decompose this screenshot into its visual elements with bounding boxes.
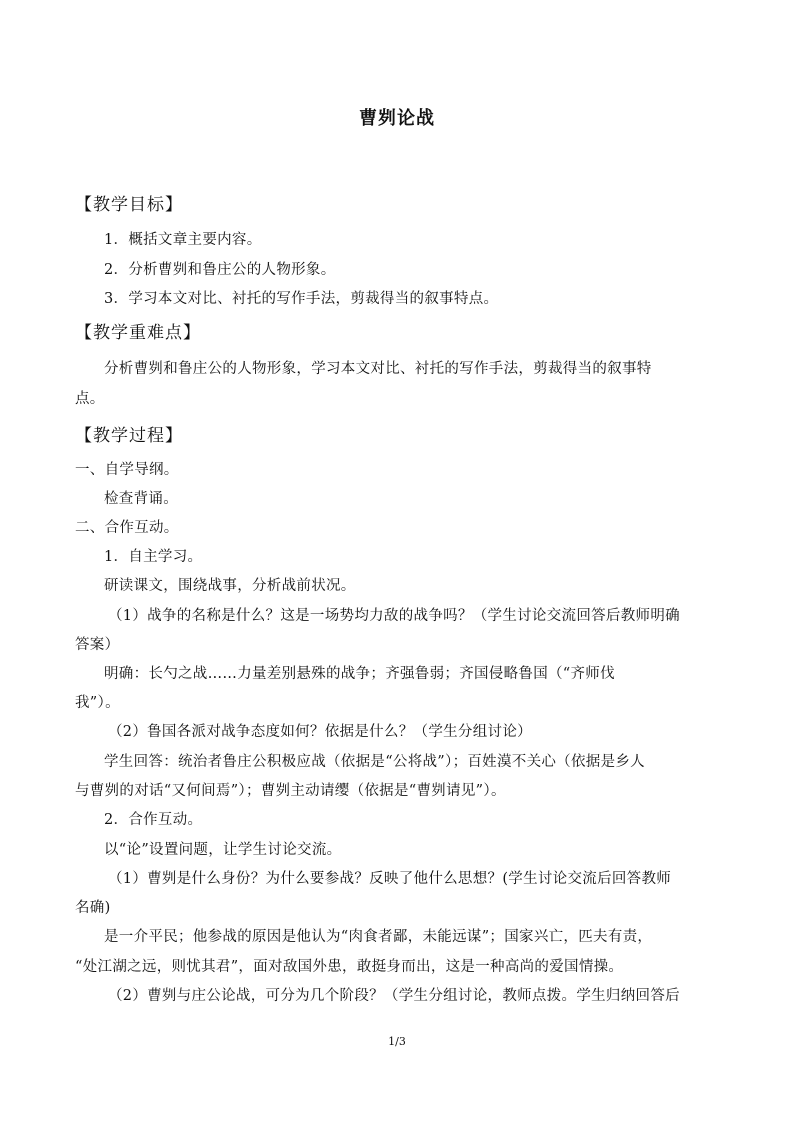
answer-line: 明确：长勺之战……力量差别悬殊的战争；齐强鲁弱；齐国侵略鲁国（“齐师伐 bbox=[104, 666, 615, 682]
paragraph-line: 名确) bbox=[75, 900, 111, 916]
subsection-heading: 2．合作互动。 bbox=[104, 812, 203, 828]
paragraph-line: 与曹刿的对话“又何间焉”）；曹刿主动请缨（依据是“曹刿请见”）。 bbox=[75, 783, 506, 799]
page-number: 1/3 bbox=[388, 1035, 406, 1048]
paragraph-line: 点。 bbox=[75, 391, 105, 407]
process-step-2: 二、合作互动。 bbox=[75, 520, 179, 536]
paragraph-line: 检查背诵。 bbox=[104, 491, 178, 507]
section-heading-key-points: 【教学重难点】 bbox=[75, 323, 201, 343]
answer-line: 是一介平民；他参战的原因是他认为“肉食者鄙，未能远谋”；国家兴亡，匹夫有责， bbox=[104, 929, 653, 945]
page-title: 曹刿论战 bbox=[359, 108, 435, 129]
paragraph-line: 我”）。 bbox=[75, 695, 120, 711]
paragraph-line: 答案） bbox=[75, 637, 120, 653]
section-heading-process: 【教学过程】 bbox=[75, 426, 183, 446]
question-line: （2）鲁国各派对战争态度如何？依据是什么？（学生分组讨论） bbox=[108, 724, 532, 740]
question-line: （1）战争的名称是什么？这是一场势均力敌的战争吗？（学生讨论交流回答后教师明确 bbox=[108, 608, 680, 624]
paragraph-line: “处江湖之远，则忧其君”，面对敌国外患，敢挺身而出，这是一种高尚的爱国情操。 bbox=[75, 959, 624, 975]
subsection-heading: 1．自主学习。 bbox=[104, 549, 203, 565]
paragraph-line: 以“论”设置问题，让学生讨论交流。 bbox=[104, 842, 342, 858]
question-line: （2）曹刿与庄公论战，可分为几个阶段？（学生分组讨论，教师点拨。学生归纳回答后 bbox=[108, 988, 680, 1004]
process-step-1: 一、自学导纲。 bbox=[75, 462, 179, 478]
paragraph-line: 分析曹刿和鲁庄公的人物形象，学习本文对比、衬托的写作手法，剪裁得当的叙事特 bbox=[104, 361, 652, 377]
objective-item: 2．分析曹刿和鲁庄公的人物形象。 bbox=[104, 262, 336, 278]
section-heading-objectives: 【教学目标】 bbox=[75, 195, 183, 215]
answer-line: 学生回答：统治者鲁庄公积极应战（依据是“公将战”）；百姓漠不关心（依据是乡人 bbox=[104, 754, 645, 770]
paragraph-line: 研读课文，围绕战事，分析战前状况。 bbox=[104, 578, 356, 594]
objective-item: 1．概括文章主要内容。 bbox=[104, 232, 262, 248]
question-line: （1）曹刿是什么身份？为什么要参战？反映了他什么思想？(学生讨论交流后回答教师 bbox=[108, 871, 672, 887]
objective-item: 3．学习本文对比、衬托的写作手法，剪裁得当的叙事特点。 bbox=[104, 291, 499, 307]
